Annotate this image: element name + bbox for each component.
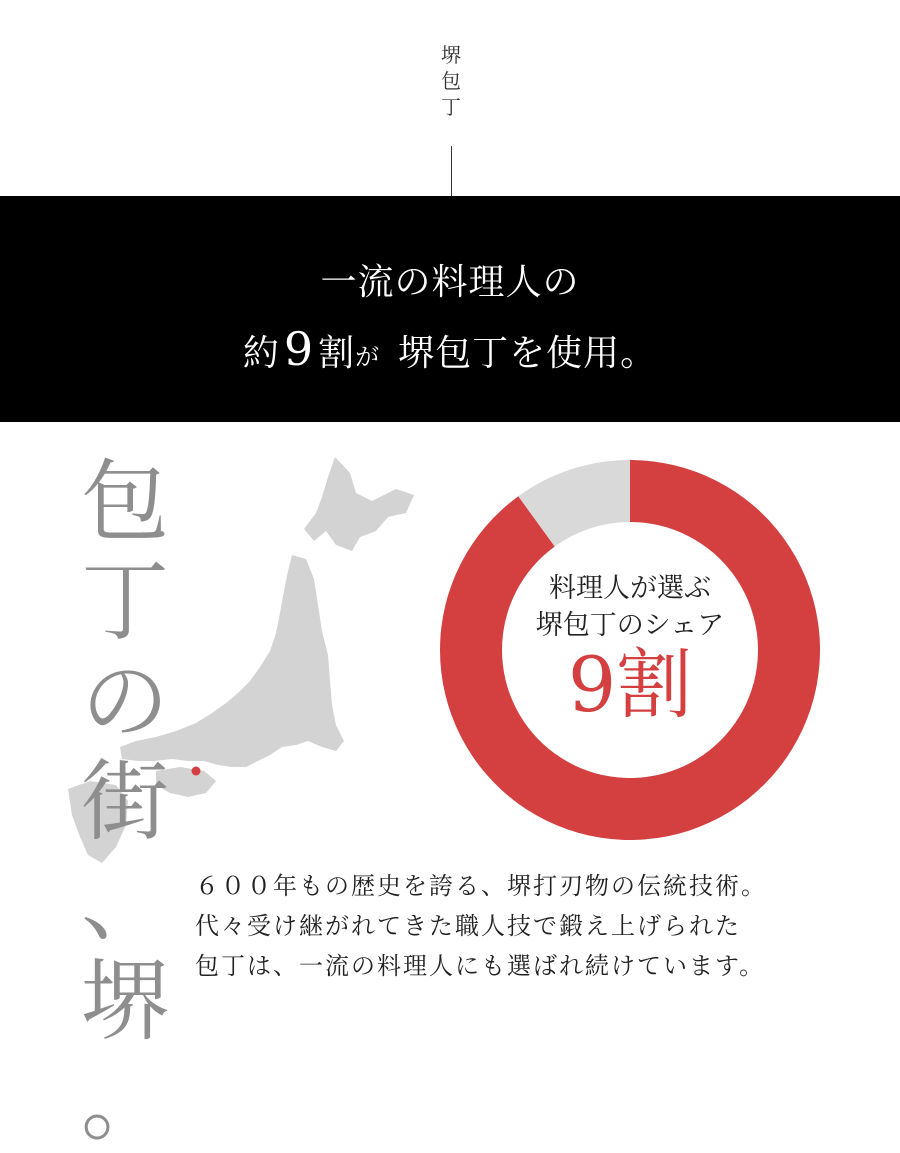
vertical-title-char: 。 — [80, 1050, 169, 1153]
section-label-char: 包 — [441, 69, 461, 93]
sakai-location-marker — [192, 767, 201, 776]
vertical-title-char: 丁 — [80, 550, 169, 653]
donut-label-line-1: 料理人が選ぶ — [549, 573, 711, 604]
headline-kanji: 割 — [318, 333, 356, 374]
vertical-title-char: の — [80, 650, 169, 753]
body-line: ６００年もの歴史を誇る、堺打刃物の伝統技術。 — [195, 872, 767, 900]
headline-banner — [0, 196, 900, 422]
vertical-title-char: 、 — [80, 850, 169, 953]
donut-label-line-2: 堺包丁のシェア — [535, 610, 725, 641]
body-paragraph — [195, 866, 885, 986]
body-line: 包丁は、一流の料理人にも選ばれ続けています。 — [195, 952, 766, 980]
donut-center-label — [440, 460, 820, 840]
section-label-char: 丁 — [441, 95, 461, 119]
donut-center-value: 9割 — [567, 640, 693, 729]
vertical-title — [70, 452, 180, 1152]
vertical-divider — [451, 146, 452, 196]
headline-line-1: 一流の料理人の — [320, 262, 580, 303]
section-label-char: 堺 — [441, 43, 461, 67]
headline-kana: が — [355, 343, 381, 371]
body-line: 代々受け継がれてきた職人技で鍛え上げられた — [195, 912, 741, 940]
headline-number: 9 — [283, 322, 315, 376]
section-label — [437, 42, 465, 120]
vertical-title-char: 包 — [80, 450, 169, 553]
vertical-title-char: 堺 — [80, 950, 169, 1053]
headline-line-2 — [0, 322, 900, 376]
map-hokkaido — [304, 457, 414, 551]
headline-prefix: 約 — [242, 333, 280, 374]
vertical-title-char: 街 — [80, 750, 169, 853]
headline-suffix: 堺包丁を使用。 — [398, 333, 658, 374]
